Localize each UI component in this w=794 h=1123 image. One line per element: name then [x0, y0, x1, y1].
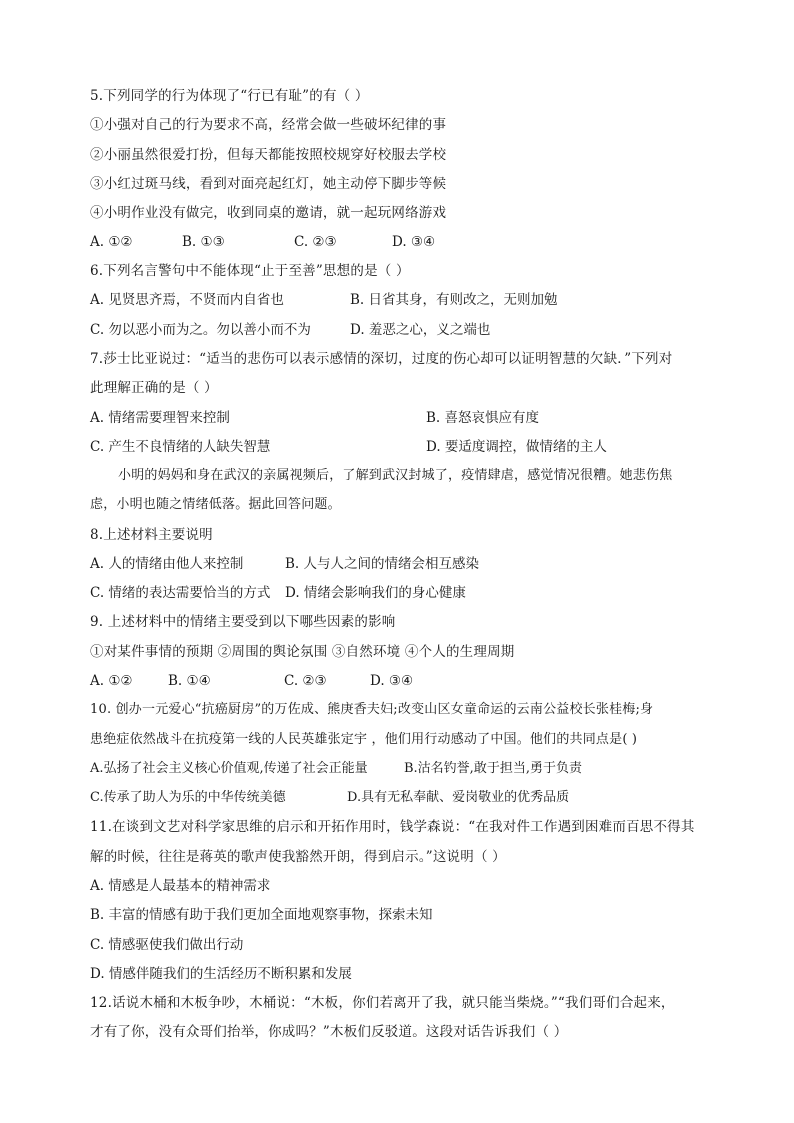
q10-option-a: A.弘扬了社会主义核心价值观,传递了社会正能量	[90, 761, 368, 776]
q10-stem-line-1: 10. 创办一元爱心“抗癌厨房”的万佐成、熊庚香夫妇;改变山区女童命运的云南公益校长张桂梅;身	[90, 702, 654, 717]
q5-item-1: ①小强对自己的行为要求不高，经常会做一些破坏纪律的事	[90, 117, 447, 133]
q5-item-2: ②小丽虽然很爱打扮，但每天都能按照校规穿好校服去学校	[90, 147, 447, 163]
q6-stem: 6.下列名言警句中不能体现“止于至善”思想的是（ ）	[90, 263, 410, 279]
q8-stem: 8.上述材料主要说明	[90, 527, 213, 543]
q9-items: ①对某件事情的预期 ②周围的舆论氛围 ③自然环境 ④个人的生理周期	[90, 644, 515, 660]
q9-option-b: B. ①④	[168, 673, 211, 689]
q10-option-b: B.沽名钓誉,敢于担当,勇于负责	[404, 761, 582, 776]
q11-option-b: B. 丰富的情感有助于我们更加全面地观察事物，探索未知	[90, 907, 433, 923]
q7-stem-line-2: 此理解正确的是（ ）	[90, 380, 218, 396]
q9-option-a: A. ①②	[90, 673, 133, 689]
q10-option-c: C.传承了助人为乐的中华传统美德	[90, 790, 286, 805]
q6-option-c: C. 勿以恶小而为之。勿以善小而不为	[90, 322, 311, 338]
q5-option-b: B. ①③	[182, 234, 225, 250]
q6-option-a: A. 见贤思齐焉，不贤而内自省也	[90, 292, 284, 308]
q12-stem-line-2: 才有了你，没有众哥们抬举，你成吗？”木板们反驳道。这段对话告诉我们（ ）	[90, 1024, 568, 1040]
q5-option-d: D. ③④	[392, 234, 436, 250]
q7-option-b: B. 喜怒哀惧应有度	[426, 410, 540, 426]
q7-option-c: C. 产生不良情绪的人缺失智慧	[90, 439, 271, 455]
q10-stem-line-2: 患绝症依然战斗在抗疫第一线的人民英雄张定宇 ，他们用行动感动了中国。他们的共同点是( )	[90, 732, 638, 747]
q5-item-4: ④小明作业没有做完，收到同桌的邀请，就一起玩网络游戏	[90, 205, 447, 221]
q8-option-b: B. 人与人之间的情绪会相互感染	[285, 556, 480, 572]
q7-option-d: D. 要适度调控，做情绪的主人	[426, 439, 607, 455]
q8-option-d: D. 情绪会影响我们的身心健康	[285, 585, 466, 601]
q7-stem-line-1: 7.莎士比亚说过：“适当的悲伤可以表示感情的深切，过度的伤心却可以证明智慧的欠缺．”下列对	[90, 351, 673, 367]
q11-stem-line-1: 11.在谈到文艺对科学家思维的启示和开拓作用时，钱学森说：“在我对件工作遇到困难而百思不得其	[90, 819, 695, 835]
q9-option-d: D. ③④	[370, 673, 414, 689]
q9-option-c: C. ②③	[284, 673, 327, 689]
q5-stem: 5.下列同学的行为体现了“行已有耻”的有（ ）	[90, 88, 369, 104]
q5-item-3: ③小红过斑马线，看到对面亮起红灯，她主动停下脚步等候	[90, 176, 447, 192]
q11-option-a: A. 情感是人最基本的精神需求	[90, 878, 271, 894]
q12-stem-line-1: 12.话说木桶和木板争吵，木桶说：“木板，你们若离开了我，就只能当柴烧。”“我们哥们合起来，	[90, 995, 675, 1011]
q11-option-c: C. 情感驱使我们做出行动	[90, 937, 244, 953]
q7-option-a: A. 情绪需要理智来控制	[90, 410, 230, 426]
q11-stem-line-2: 解的时候，往往是蒋英的歌声使我豁然开朗，得到启示。”这说明（ ）	[90, 849, 506, 865]
q11-option-d: D. 情感伴随我们的生活经历不断积累和发展	[90, 966, 352, 982]
q6-option-d: D. 羞恶之心，义之端也	[350, 322, 491, 338]
material-line-1: 小明的妈妈和身在武汉的亲属视频后，了解到武汉封城了，疫情肆虐，感觉情况很糟。她悲伤焦	[118, 468, 673, 483]
q5-option-c: C. ②③	[294, 234, 337, 250]
q8-option-a: A. 人的情绪由他人来控制	[90, 556, 244, 572]
q10-option-d: D.具有无私奉献、爱岗敬业的优秀品质	[347, 790, 570, 805]
q9-stem: 9. 上述材料中的情绪主要受到以下哪些因素的影响	[90, 614, 396, 630]
material-line-2: 虑，小明也随之情绪低落。据此回答问题。	[90, 497, 341, 512]
q8-option-c: C. 情绪的表达需要恰当的方式	[90, 585, 271, 601]
q6-option-b: B. 日省其身，有则改之，无则加勉	[350, 292, 558, 308]
q5-option-a: A. ①②	[90, 234, 133, 250]
